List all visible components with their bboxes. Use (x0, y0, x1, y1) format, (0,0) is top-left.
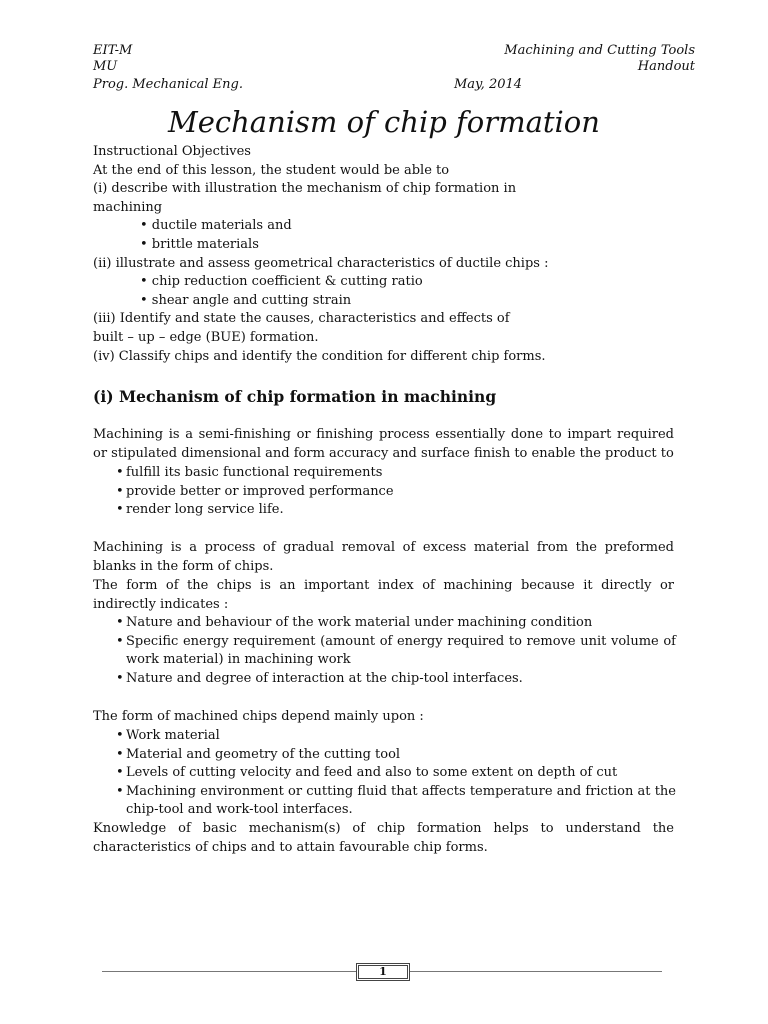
paragraph-chip-form-index: The form of the chips is an important index of machining because it directly or indirectly indicates : (93, 578, 674, 612)
list-item: • Work material (116, 727, 676, 746)
paragraph-knowledge: Knowledge of basic mechanism(s) of chip formation helps to understand the characteristics of chips and to attain favourable chip forms. (93, 821, 674, 855)
paragraph-chip-dependence: The form of machined chips depend mainly upon : (93, 709, 424, 724)
list-item: • Nature and behaviour of the work material under machining condition (116, 614, 676, 633)
objectives-intro: At the end of this lesson, the student would be able to (93, 162, 450, 178)
objective-2-bullet: • shear angle and cutting strain (140, 292, 352, 308)
section-heading: (i) Mechanism of chip formation in machining (93, 387, 497, 406)
paragraph-gradual-removal: Machining is a process of gradual removal of excess material from the preformed blanks in the form of chips. (93, 540, 674, 574)
header-institution: EIT-M (93, 43, 133, 58)
paragraph-machining-definition: Machining is a semi-finishing or finishing process essentially done to impart required or stipulated dimensional and form accuracy and surface finish to enable the product to (93, 427, 674, 461)
list-item: • Machining environment or cutting fluid that affects temperature and friction at the chip-tool and work-tool interfaces. (116, 783, 676, 820)
objective-2-bullet: • chip reduction coefficient & cutting ratio (140, 274, 423, 290)
objective-2: (ii) illustrate and assess geometrical characteristics of ductile chips : (93, 255, 549, 271)
objective-4: (iv) Classify chips and identify the condition for different chip forms. (93, 348, 546, 364)
bullet-list-dependencies (116, 727, 676, 820)
objective-1-bullet: • brittle materials (140, 236, 259, 252)
header-doc-type: Handout (637, 59, 695, 74)
instructional-objectives (93, 143, 683, 366)
bullet-list-indications (116, 614, 676, 688)
list-item: • provide better or improved performance (116, 483, 676, 502)
header-date: May, 2014 (454, 77, 523, 92)
objective-3-cont: built – up – edge (BUE) formation. (93, 329, 319, 345)
bullet-list-purposes (116, 464, 676, 520)
header-course-title: Machining and Cutting Tools (504, 43, 695, 58)
objective-1-bullet: • ductile materials and (140, 218, 292, 234)
header-program: Prog. Mechanical Eng. (93, 77, 243, 92)
objectives-heading: Instructional Objectives (93, 144, 251, 159)
objective-1: (i) describe with illustration the mechanism of chip formation in (93, 181, 517, 197)
list-item: • Nature and degree of interaction at the chip-tool interfaces. (116, 670, 676, 689)
page-title: Mechanism of chip formation (168, 105, 600, 139)
list-item: • Levels of cutting velocity and feed and also to some extent on depth of cut (116, 764, 676, 783)
page-number: 1 (356, 963, 410, 981)
objective-3: (iii) Identify and state the causes, characteristics and effects of (93, 311, 510, 327)
list-item: • fulfill its basic functional requirements (116, 464, 676, 483)
header-university: MU (93, 59, 118, 74)
list-item: • render long service life. (116, 501, 676, 520)
list-item: • Material and geometry of the cutting tool (116, 746, 676, 765)
list-item: • Specific energy requirement (amount of energy required to remove unit volume of work material) in machining work (116, 633, 676, 670)
objective-1-cont: machining (93, 199, 163, 215)
